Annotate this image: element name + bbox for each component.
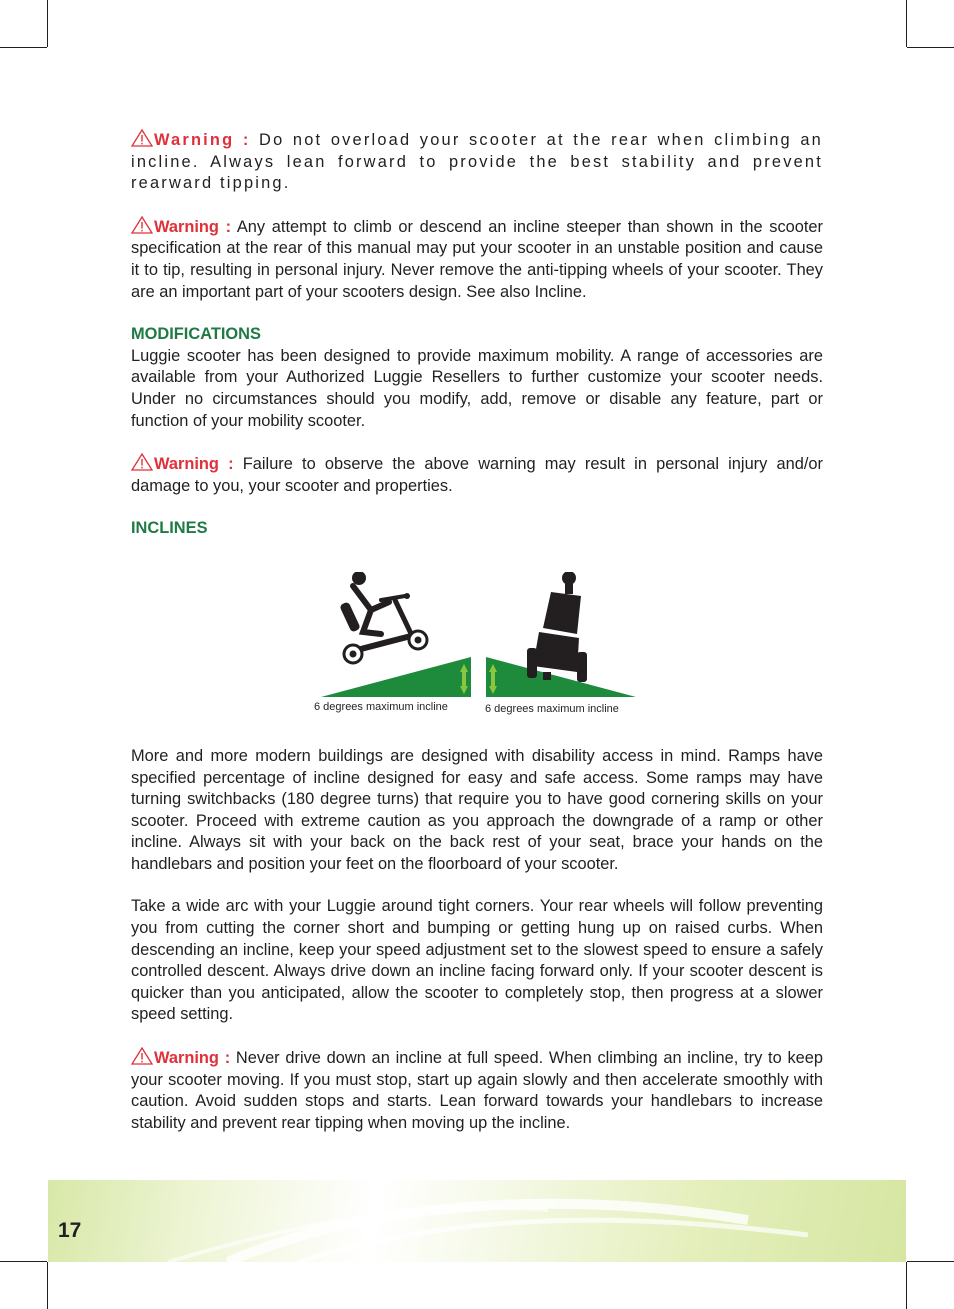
scooter-rear-view-illustration [481,572,641,700]
warning-triangle-icon [131,453,153,471]
crop-mark-bottom-right-v [906,1262,907,1309]
page-number: 17 [58,1219,82,1242]
warning-text-3: Failure to observe the above warning may result in personal injury and/or damage to you, your scooter and properties. [131,455,823,495]
inclines-body-2: Take a wide arc with your Luggie around tight corners. Your rear wheels will follow preventing you from cutting the corner short and bumping or getting hung up on raised curbs. When descending an incline, keep your speed adjustment set to the slowest speed to ensure a safely controlled descent. Always drive down an incline facing forward only. If your scooter descent is quicker than you anticipated, allow the scooter to completely stop, then progress at a slower speed setting. [131,897,823,1024]
footer-decorative-band [48,1180,906,1262]
warning-triangle-icon [131,129,153,147]
scooter-side-view-illustration [311,572,476,700]
warning-label: Warning : [154,1049,231,1068]
warning-text-4: Never drive down an incline at full speed. When climbing an incline, try to keep your scooter moving. If you must stop, start up again slowly and then accelerate smoothly with caution. Avoid sudden stops and starts. Lean forward towards your handlebars to increase stability and prevent rear tipping when moving up the incline. [131,1049,823,1132]
inclines-body-1: More and more modern buildings are designed with disability access in mind. Ramps have specified percentage of incline designed for easy and safe access. Some ramps may have turning switchbacks (180 degree turns) that require you to have good cornering skills on your scooter. Proceed with extreme caution as you approach the downgrade of a ramp or other incline. Always sit with your back on the back rest of your seat, brace your hands on the handlebars and position your feet on the floorboard of your scooter. [131,746,823,873]
figure-caption-right: 6 degrees maximum incline [485,702,619,715]
warning-label: Warning : [154,131,251,149]
warning-label: Warning : [154,217,232,236]
warning-triangle-icon [131,216,153,234]
crop-mark-bottom-right-h [907,1261,954,1262]
warning-text-2: Any attempt to climb or descend an incline steeper than shown in the scooter specification at the rear of this manual may put your scooter in an unstable position and cause it to tip, resulting in personal injury. Never remove the anti-tipping wheels of your scooter. They are an important part of your scooters design. See also Incline. [131,217,823,301]
crop-mark-top-left-h [0,47,47,48]
crop-mark-top-right-v [906,0,907,47]
warning-label: Warning : [154,455,234,474]
warning-text-1: Do not overload your scooter at the rear when climbing an incline. Always lean forward to provide the best stability and prevent rearward tipping. [131,131,823,193]
warning-triangle-icon [131,1047,153,1065]
warning-paragraph-2 [131,216,823,303]
figure-caption-left: 6 degrees maximum incline [314,700,448,713]
modifications-heading: MODIFICATIONS [131,325,261,344]
crop-mark-bottom-left-v [47,1262,48,1309]
crop-mark-bottom-left-h [0,1261,47,1262]
warning-paragraph-3 [131,453,823,497]
footer-swoosh-decoration [48,1180,906,1262]
warning-paragraph-1 [131,129,823,195]
page-content [131,129,823,1134]
crop-mark-top-right-h [907,47,954,48]
inclines-heading: INCLINES [131,519,208,538]
crop-mark-top-left-v [47,0,48,47]
modifications-body: Luggie scooter has been designed to provide maximum mobility. A range of accessories are available from your Authorized Luggie Resellers to further customize your scooter needs. Under no circumstances should you modify, add, remove or disable any feature, part or function of your mobility scooter. [131,346,823,430]
warning-paragraph-4 [131,1047,823,1134]
incline-figure [131,552,823,732]
